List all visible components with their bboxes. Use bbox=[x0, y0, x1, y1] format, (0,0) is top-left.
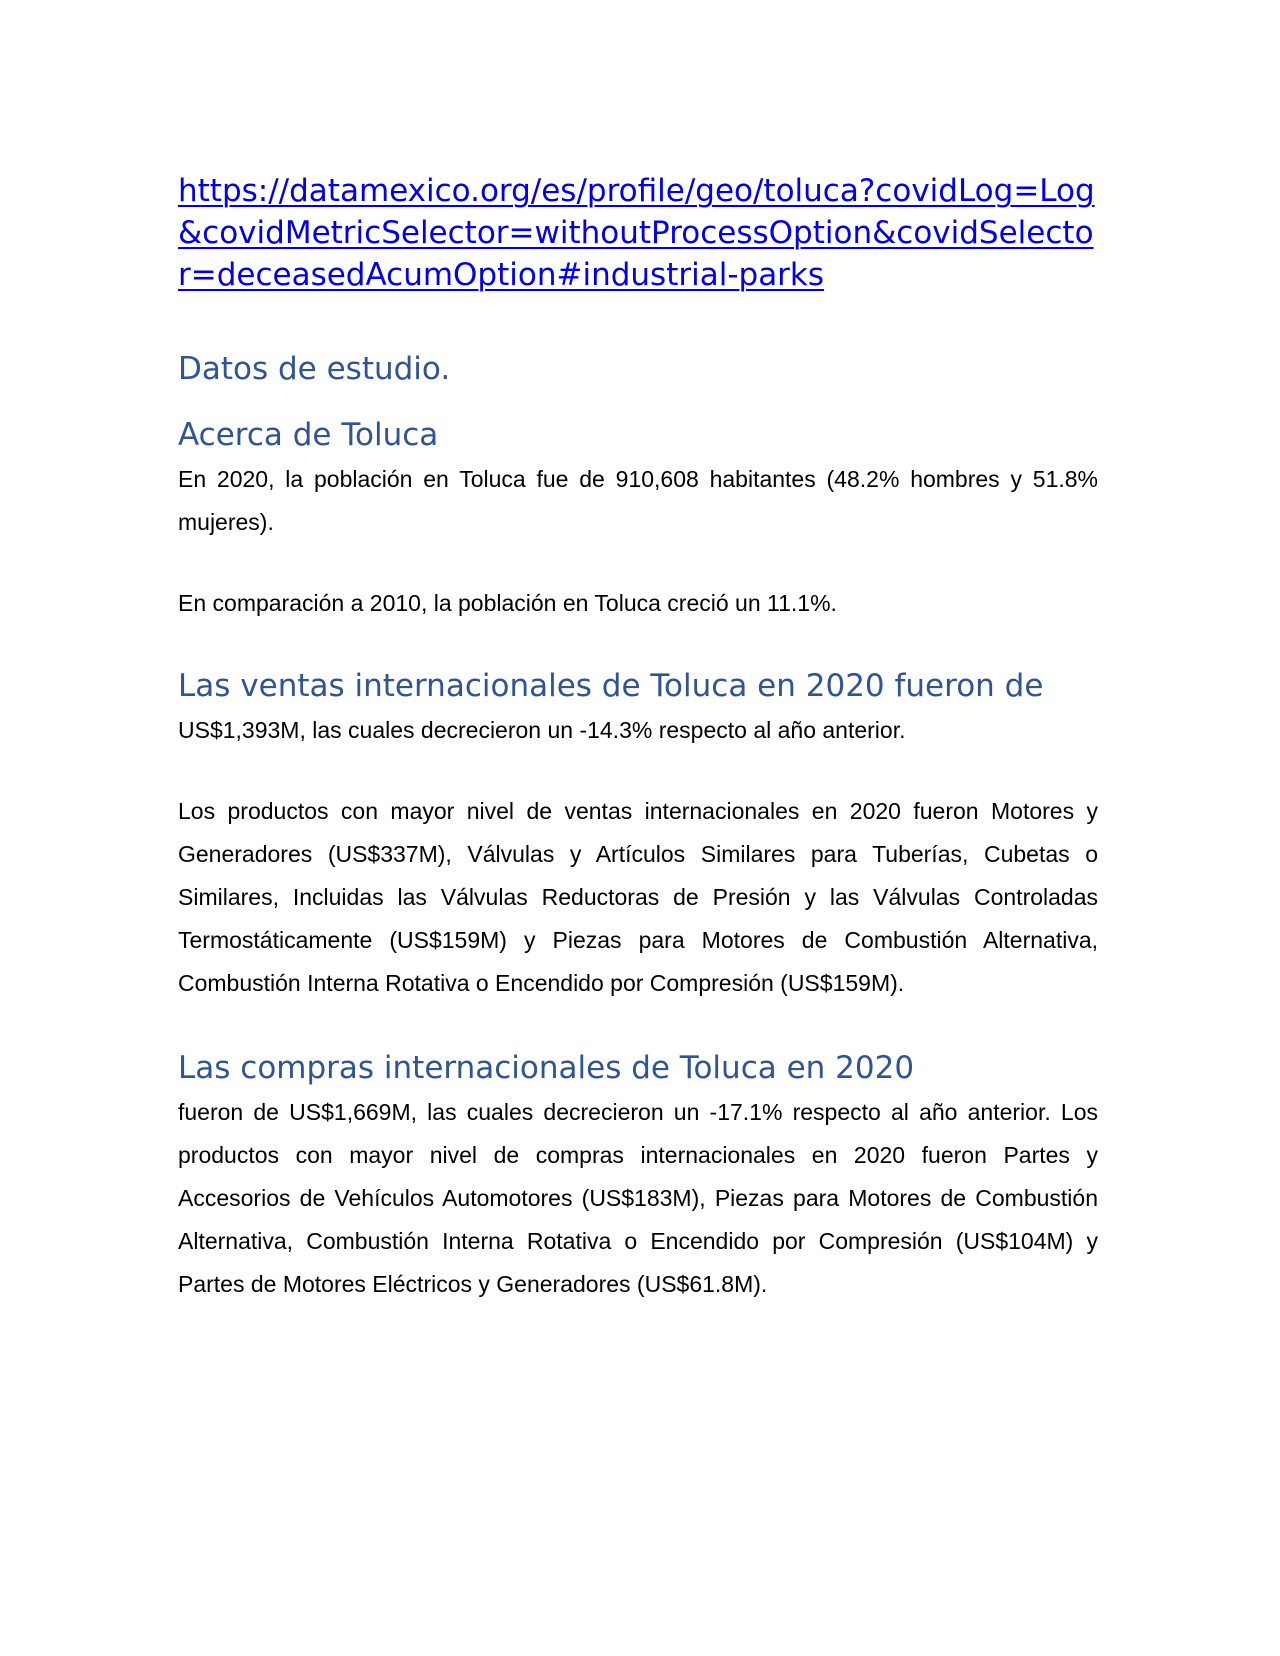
ventas-heading: Las ventas internacionales de Toluca en 2020 fueron de bbox=[178, 668, 1044, 704]
crecimiento-paragraph: En comparación a 2010, la población en Toluca creció un 11.1%. bbox=[178, 590, 837, 616]
datos-estudio-heading: Datos de estudio. bbox=[178, 351, 451, 387]
ventas-total-paragraph: US$1,393M, las cuales decrecieron un -14.3% respecto al año anterior. bbox=[178, 717, 906, 743]
ventas-productos-paragraph: Los productos con mayor nivel de ventas internacionales en 2020 fueron Motores y Generadores (US$337M), Válvulas y Artículos Similares para Tuberías, Cubetas o Similares, Incluidas las Válvulas Reductoras de Presión y las Válvulas Controladas Termostáticamente (US$159M) y Piezas para Motores de Combustión Alternativa, Combustión Interna Rotativa o Encendido por Compresión (US$159M). bbox=[178, 798, 1098, 996]
poblacion-paragraph: En 2020, la población en Toluca fue de 910,608 habitantes (48.2% hombres y 51.8% mujeres). bbox=[178, 466, 1098, 535]
document-page bbox=[178, 170, 1098, 1306]
acerca-toluca-heading: Acerca de Toluca bbox=[178, 417, 439, 453]
compras-heading: Las compras internacionales de Toluca en 2020 bbox=[178, 1050, 915, 1086]
datamexico-link[interactable]: https://datamexico.org/es/profile/geo/toluca?covidLog=Log&covidMetricSelector=withoutProcessOption&covidSelector=deceasedAcumOption#industrial-parks bbox=[178, 173, 1095, 293]
compras-paragraph: fueron de US$1,669M, las cuales decrecieron un -17.1% respecto al año anterior. Los productos con mayor nivel de compras internacionales en 2020 fueron Partes y Accesorios de Vehículos Automotores (US$183M), Piezas para Motores de Combustión Alternativa, Combustión Interna Rotativa o Encendido por Compresión (US$104M) y Partes de Motores Eléctricos y Generadores (US$61.8M). bbox=[178, 1099, 1098, 1297]
